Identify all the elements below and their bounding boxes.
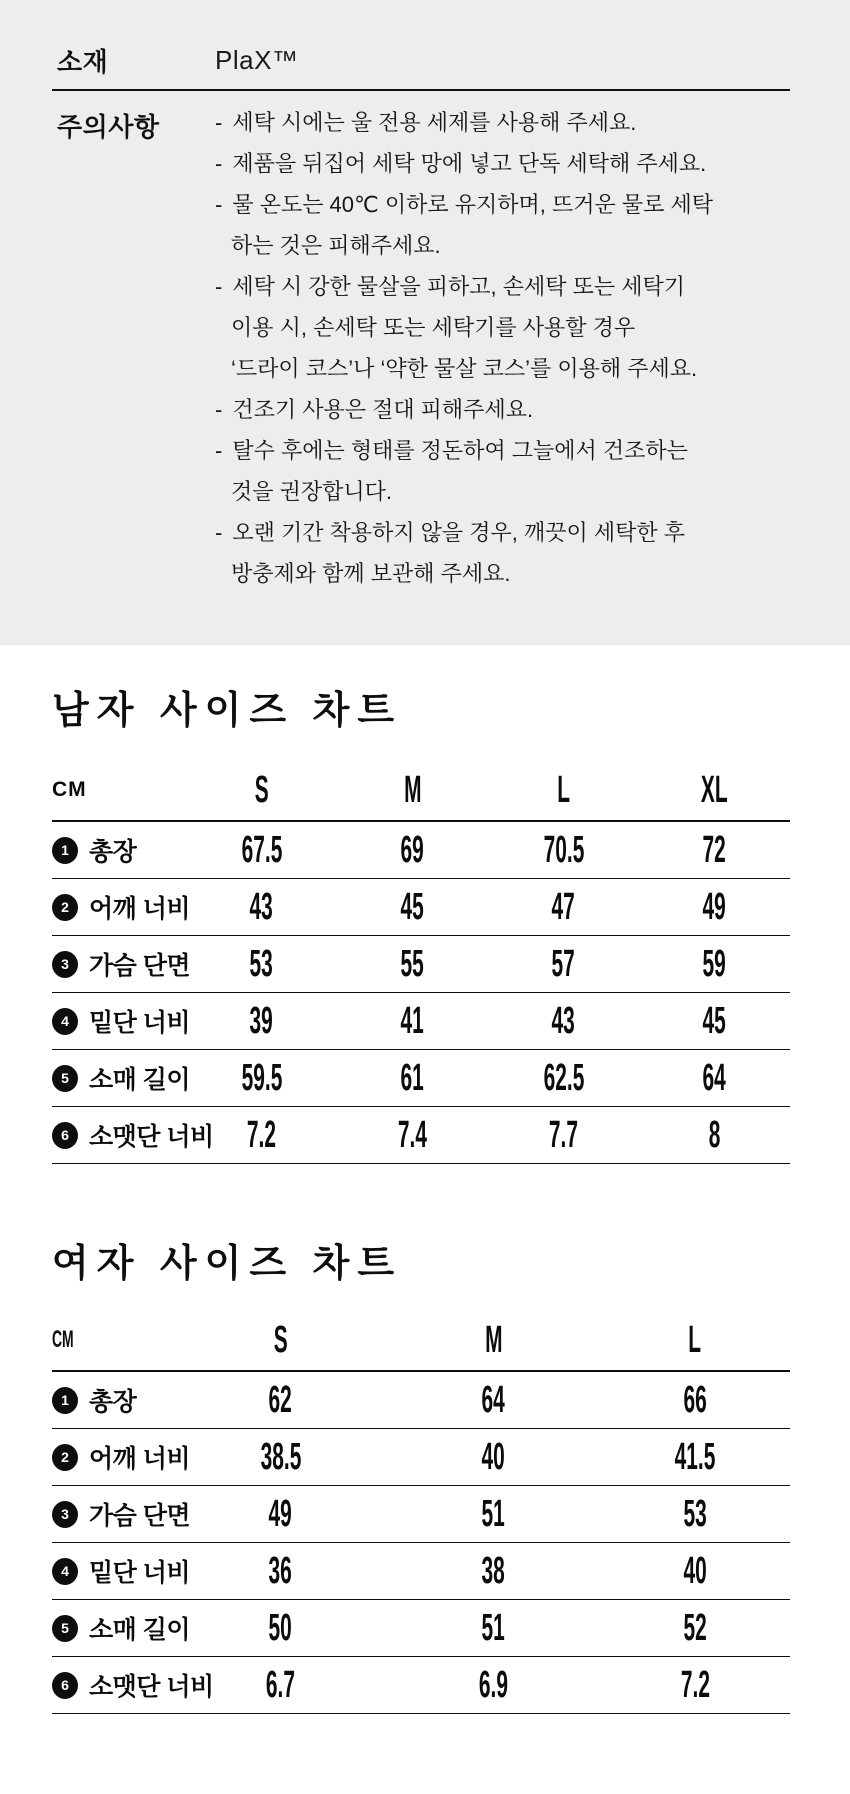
care-row: [0, 91, 850, 594]
size-value: 49: [702, 886, 727, 928]
measure-label: 가슴 단면: [89, 1502, 191, 1530]
size-value: 7.2: [680, 1664, 710, 1706]
size-value: 47: [551, 886, 576, 928]
size-value: 57: [551, 943, 576, 985]
measure-label-cell: [52, 1543, 191, 1600]
size-value: 45: [702, 1000, 727, 1042]
size-value: 52: [683, 1607, 707, 1649]
size-column-header: M: [484, 1319, 503, 1361]
size-value: 38: [481, 1550, 506, 1592]
measure-label: 소맷단 너비: [89, 1123, 214, 1151]
size-value: 8: [708, 1114, 721, 1156]
size-value-cell: [337, 936, 488, 993]
measure-label-cell: [52, 936, 191, 993]
measure-label-cell: [52, 1429, 191, 1486]
size-value-cell: [337, 879, 488, 936]
size-value-cell: [488, 1050, 639, 1107]
measure-label-cell: [52, 1107, 214, 1164]
spec-section: [0, 0, 850, 645]
size-value-cell: [387, 1600, 600, 1657]
measure-label-cell: [52, 1372, 174, 1429]
measure-label: 소매 길이: [89, 1066, 191, 1094]
size-value-cell: [387, 1486, 600, 1543]
size-value-cell: [639, 993, 790, 1050]
size-value: 6.9: [478, 1664, 509, 1706]
row-number-badge: 4: [52, 1008, 78, 1035]
size-column-header-cell: [488, 760, 639, 822]
care-instruction-line: - 탈수 후에는 형태를 정돈하여 그늘에서 건조하는: [215, 430, 713, 471]
measure-label: 소매 길이: [89, 1616, 191, 1644]
size-value: 69: [400, 829, 425, 871]
size-column-header-cell: [174, 1310, 387, 1372]
size-value-cell: [639, 1050, 790, 1107]
row-number-badge: 1: [52, 837, 78, 864]
care-instruction-continuation: 이용 시, 손세탁 또는 세탁기를 사용할 경우: [231, 315, 636, 340]
measure-label-cell: [52, 822, 186, 879]
size-value-cell: [387, 1372, 600, 1429]
size-value-cell: [337, 822, 488, 879]
row-number-badge: 3: [52, 951, 78, 978]
size-value-cell: [488, 879, 639, 936]
size-column-header-cell: [186, 760, 337, 822]
women-size-chart-title: 여자 사이즈 차트: [52, 1243, 403, 1285]
row-number-badge: 4: [52, 1558, 78, 1585]
care-instruction-continuation: 것을 권장합니다.: [231, 479, 392, 504]
unit-label: CM: [52, 1326, 74, 1353]
size-column-header-cell: [337, 760, 488, 822]
row-number-badge: 5: [52, 1065, 78, 1092]
size-value: 43: [249, 886, 274, 928]
size-column-header-cell: [639, 760, 790, 822]
size-value-cell: [639, 822, 790, 879]
measure-label: 어깨 너비: [89, 895, 191, 923]
size-value: 41.5: [674, 1436, 716, 1478]
unit-header-cell: [52, 760, 186, 822]
measure-label-cell: [52, 1657, 214, 1714]
men-size-chart-title: 남자 사이즈 차트: [52, 690, 403, 732]
size-value-cell: [174, 1429, 387, 1486]
size-value: 62: [268, 1379, 293, 1421]
size-value: 40: [683, 1550, 707, 1592]
measure-label: 밑단 너비: [89, 1559, 191, 1587]
size-value-cell: [387, 1657, 600, 1714]
size-value: 59: [702, 943, 727, 985]
size-charts-section: [0, 691, 850, 1714]
row-number-badge: 6: [52, 1672, 78, 1699]
measure-label: 어깨 너비: [89, 1445, 191, 1473]
care-instruction-line: - 세탁 시에는 울 전용 세제를 사용해 주세요.: [215, 102, 713, 143]
care-list: [215, 102, 713, 594]
size-value-cell: [600, 1543, 790, 1600]
material-row: [0, 31, 850, 89]
size-value-cell: [488, 936, 639, 993]
care-instruction-continuation: ‘드라이 코스’나 ‘약한 물살 코스’를 이용해 주세요.: [231, 356, 698, 381]
size-value-cell: [387, 1543, 600, 1600]
size-value: 7.2: [246, 1114, 277, 1156]
measure-label: 가슴 단면: [89, 952, 191, 980]
row-number-badge: 5: [52, 1615, 78, 1642]
women-size-table: [52, 1310, 790, 1714]
size-value-cell: [186, 1107, 337, 1164]
size-value-cell: [600, 1657, 790, 1714]
row-number-badge: 3: [52, 1501, 78, 1528]
size-value-cell: [186, 993, 337, 1050]
measure-label-cell: [52, 993, 191, 1050]
measure-label-cell: [52, 1050, 191, 1107]
size-value-cell: [639, 936, 790, 993]
size-value-cell: [600, 1486, 790, 1543]
size-value: 53: [249, 943, 274, 985]
size-value-cell: [186, 936, 337, 993]
size-value: 43: [551, 1000, 576, 1042]
size-value: 64: [702, 1057, 727, 1099]
size-value-cell: [337, 1050, 488, 1107]
size-value: 53: [683, 1493, 707, 1535]
size-column-header: L: [557, 769, 570, 811]
size-value-cell: [387, 1429, 600, 1486]
size-value: 51: [481, 1607, 506, 1649]
size-value-cell: [186, 879, 337, 936]
size-column-header: S: [273, 1319, 288, 1361]
measure-label-cell: [52, 1486, 191, 1543]
size-value-cell: [337, 993, 488, 1050]
care-instruction-line: - 물 온도는 40℃ 이하로 유지하며, 뜨거운 물로 세탁: [215, 184, 713, 225]
size-value-cell: [600, 1429, 790, 1486]
care-instruction-line: - 건조기 사용은 절대 피해주세요.: [215, 389, 713, 430]
size-value-cell: [174, 1372, 387, 1429]
measure-label: 밑단 너비: [89, 1009, 191, 1037]
size-value-cell: [174, 1600, 387, 1657]
size-value: 7.7: [548, 1114, 579, 1156]
size-value: 6.7: [265, 1664, 296, 1706]
row-number-badge: 2: [52, 894, 78, 921]
size-value-cell: [174, 1657, 387, 1714]
measure-label: 총장: [89, 1388, 137, 1416]
care-instruction-line: - 오랜 기간 착용하지 않을 경우, 깨끗이 세탁한 후: [215, 512, 713, 553]
size-value: 51: [481, 1493, 506, 1535]
size-value: 66: [683, 1379, 707, 1421]
size-value-cell: [639, 879, 790, 936]
care-label: 주의사항: [57, 112, 160, 142]
size-value: 59.5: [241, 1057, 282, 1099]
care-instruction-continuation: 방충제와 함께 보관해 주세요.: [231, 561, 511, 586]
size-column-header: M: [403, 769, 422, 811]
size-value: 7.4: [397, 1114, 428, 1156]
size-value-cell: [174, 1543, 387, 1600]
unit-label: CM: [52, 778, 87, 801]
size-value: 62.5: [543, 1057, 584, 1099]
care-instruction-line: - 제품을 뒤집어 세탁 망에 넣고 단독 세탁해 주세요.: [215, 143, 713, 184]
size-column-header-cell: [600, 1310, 790, 1372]
size-column-header: S: [254, 769, 269, 811]
size-column-header-cell: [387, 1310, 600, 1372]
row-number-badge: 6: [52, 1122, 78, 1149]
measure-label: 소맷단 너비: [89, 1673, 214, 1701]
size-value-cell: [186, 1050, 337, 1107]
size-column-header: L: [688, 1319, 702, 1361]
size-value-cell: [186, 822, 337, 879]
size-value: 61: [400, 1057, 425, 1099]
size-value: 38.5: [260, 1436, 301, 1478]
size-value-cell: [488, 993, 639, 1050]
care-instruction-continuation: 하는 것은 피해주세요.: [231, 233, 441, 258]
size-value: 39: [249, 1000, 274, 1042]
size-value-cell: [600, 1600, 790, 1657]
row-number-badge: 2: [52, 1444, 78, 1471]
size-value-cell: [337, 1107, 488, 1164]
size-column-header: XL: [701, 769, 728, 811]
size-value-cell: [488, 822, 639, 879]
size-value-cell: [600, 1372, 790, 1429]
size-value-cell: [639, 1107, 790, 1164]
size-value: 40: [481, 1436, 506, 1478]
measure-label-cell: [52, 1600, 191, 1657]
size-value-cell: [174, 1486, 387, 1543]
row-number-badge: 1: [52, 1387, 78, 1414]
measure-label: 총장: [89, 838, 137, 866]
size-value-cell: [488, 1107, 639, 1164]
size-value: 41: [400, 1000, 425, 1042]
size-value: 49: [268, 1493, 293, 1535]
size-value: 45: [400, 886, 425, 928]
unit-header-cell: [52, 1310, 174, 1372]
measure-label-cell: [52, 879, 191, 936]
size-value: 64: [481, 1379, 506, 1421]
men-size-table: [52, 760, 790, 1164]
care-instruction-line: - 세탁 시 강한 물살을 피하고, 손세탁 또는 세탁기: [215, 266, 713, 307]
material-label: 소재: [57, 46, 109, 77]
size-value: 50: [268, 1607, 293, 1649]
size-value: 36: [268, 1550, 293, 1592]
material-value: PlaX™: [215, 44, 299, 75]
size-value: 72: [702, 829, 727, 871]
size-value: 70.5: [543, 829, 584, 871]
size-value: 55: [400, 943, 425, 985]
size-value: 67.5: [241, 829, 282, 871]
